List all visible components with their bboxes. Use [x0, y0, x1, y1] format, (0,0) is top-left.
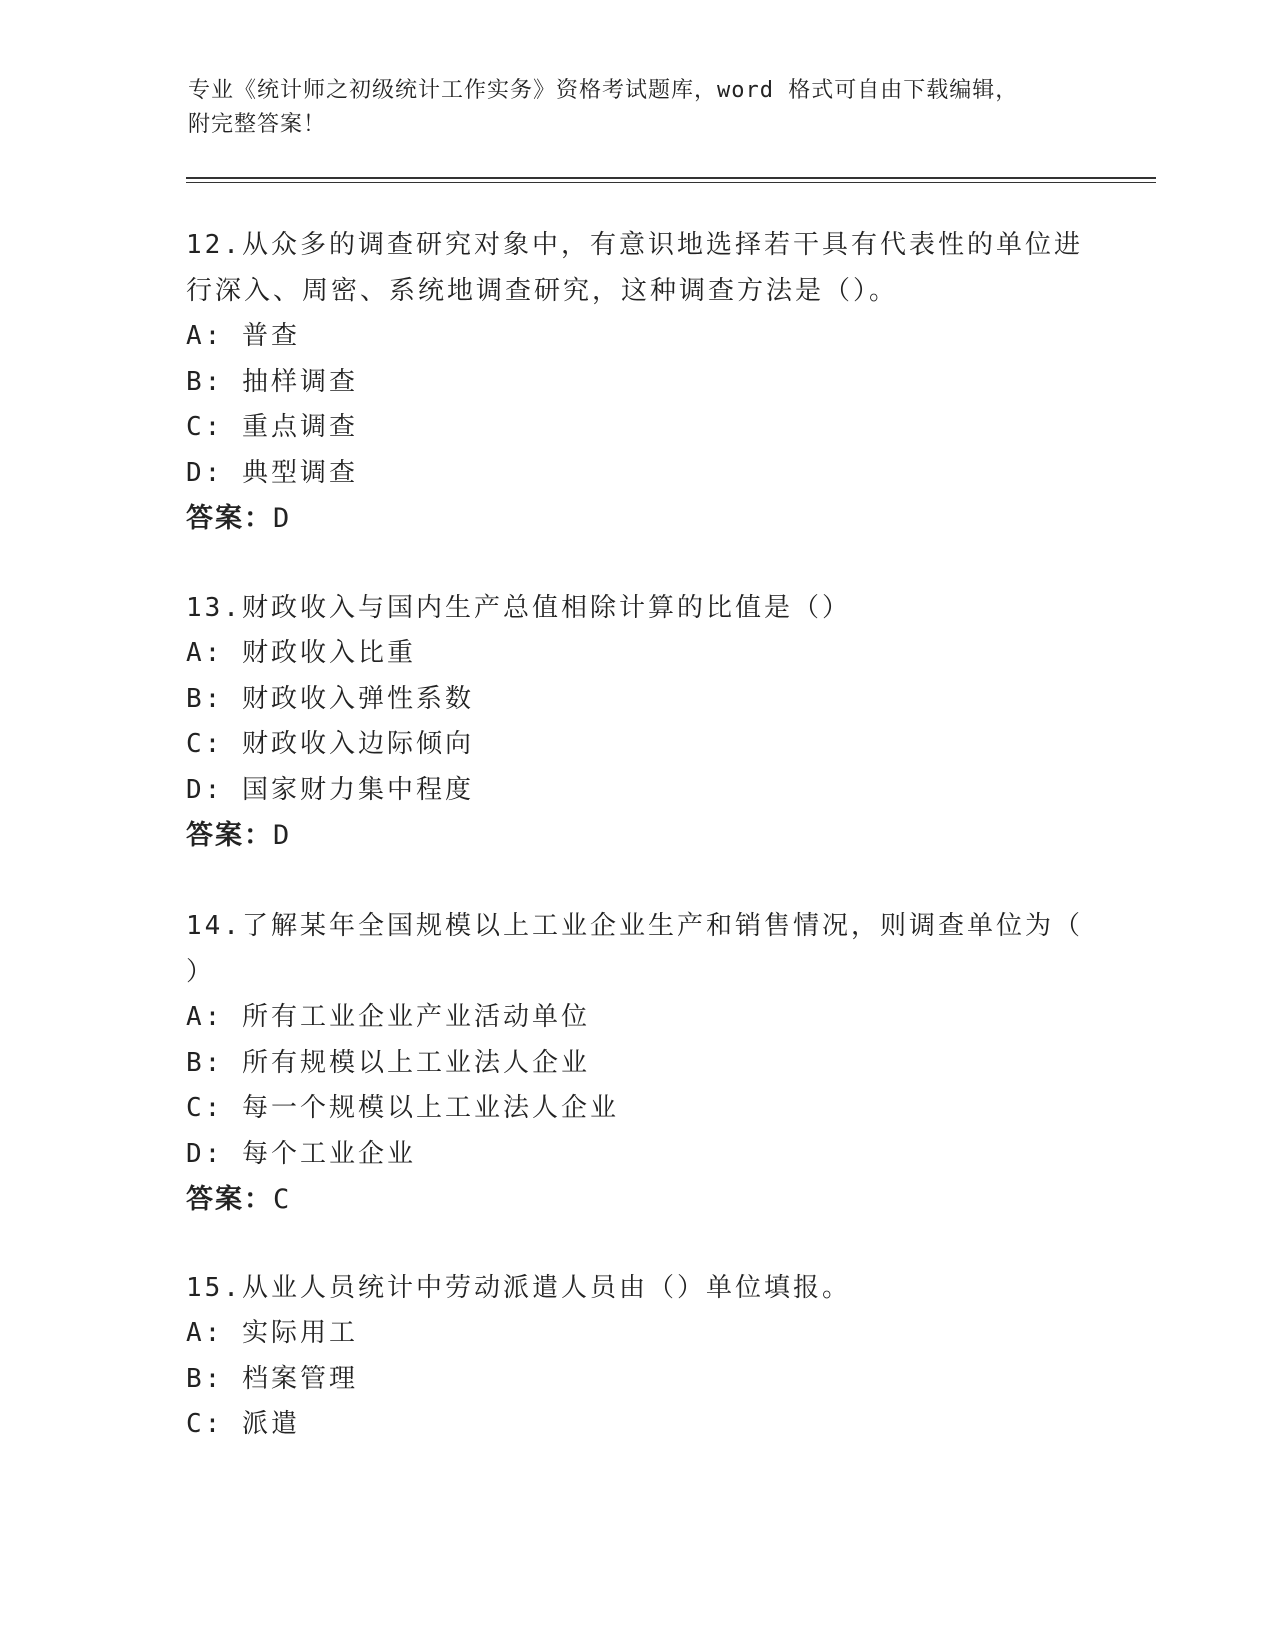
question-12 [186, 222, 1086, 542]
option-c: C: 财政收入边际倾向 [186, 729, 474, 759]
answer-label: 答案： [186, 1184, 273, 1215]
answer-value: D [273, 503, 292, 534]
option-a: A: 财政收入比重 [186, 638, 416, 668]
answer-line [186, 496, 1086, 542]
answer-label: 答案： [186, 503, 273, 534]
option-b: B: 财政收入弹性系数 [186, 683, 474, 714]
answer-line [186, 1177, 1086, 1223]
option-d: D: 每个工业企业 [186, 1138, 416, 1169]
option-c: C: 每一个规模以上工业法人企业 [186, 1093, 619, 1123]
header-divider-thick [186, 177, 1156, 179]
document-header-note [188, 74, 1088, 142]
question-stem-continued: ） [186, 957, 216, 987]
header-line-1: 专业《统计师之初级统计工作实务》资格考试题库，word 格式可自由下载编辑， [188, 78, 1019, 103]
option-a: A: 所有工业企业产业活动单位 [186, 1002, 590, 1032]
header-line-2: 附完整答案！ [188, 112, 327, 137]
header-divider-thin [186, 182, 1156, 183]
question-stem: 13.财政收入与国内生产总值相除计算的比值是（） [186, 593, 851, 623]
option-a: A: 实际用工 [186, 1318, 358, 1348]
option-c: C: 重点调查 [186, 412, 358, 442]
question-13 [186, 585, 1086, 859]
question-stem: 15.从业人员统计中劳动派遣人员由（）单位填报。 [186, 1273, 851, 1303]
option-b: B: 所有规模以上工业法人企业 [186, 1047, 590, 1078]
option-d: D: 典型调查 [186, 457, 358, 488]
question-stem: 14.了解某年全国规模以上工业企业生产和销售情况，则调查单位为（ [186, 911, 1083, 941]
question-stem-continued: 行深入、周密、系统地调查研究，这种调查方法是（）。 [186, 276, 899, 306]
option-c: C: 派遣 [186, 1409, 300, 1439]
option-b: B: 抽样调查 [186, 366, 358, 397]
question-14 [186, 903, 1086, 1223]
answer-label: 答案： [186, 820, 273, 851]
answer-value: C [273, 1184, 292, 1215]
option-b: B: 档案管理 [186, 1363, 358, 1394]
option-d: D: 国家财力集中程度 [186, 774, 474, 805]
question-15 [186, 1265, 1086, 1448]
answer-value: D [273, 820, 292, 851]
answer-line [186, 813, 1086, 859]
option-a: A: 普查 [186, 321, 300, 351]
question-stem: 12.从众多的调查研究对象中，有意识地选择若干具有代表性的单位进 [186, 230, 1083, 260]
